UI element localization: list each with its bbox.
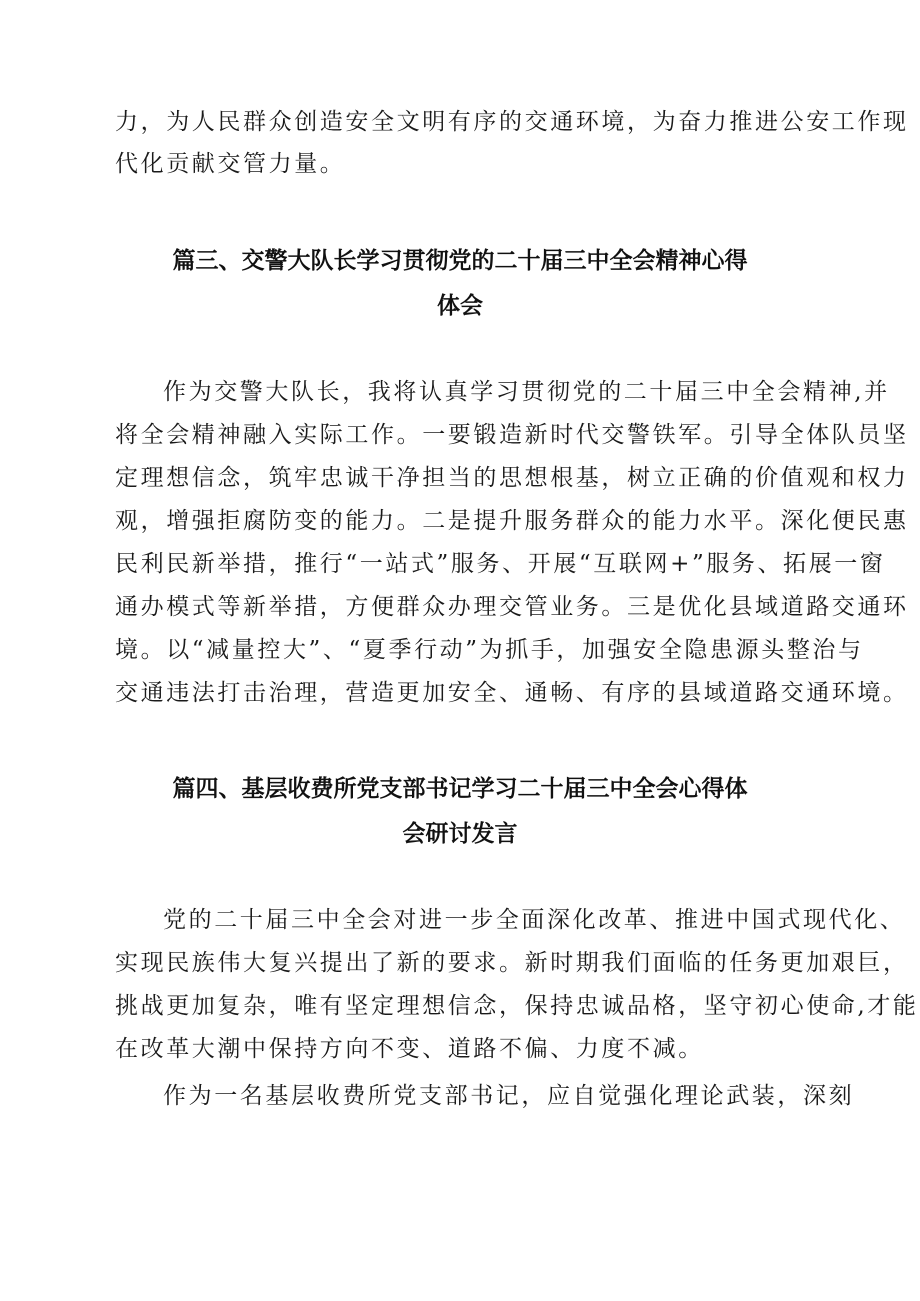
section3-paragraph-line: 民利民新举措，推行“一站式”服务、开展“互联网+”服务、拓展一窗 [115, 551, 886, 577]
section3-paragraph-line: 作为交警大队长，我将认真学习贯彻党的二十届三中全会精神,并 [163, 379, 890, 405]
section4-paragraph1-line: 挑战更加复杂，唯有坚定理想信念，保持忠诚品格，坚守初心使命,才能 [115, 993, 919, 1019]
section4-paragraph2-line: 作为一名基层收费所党支部书记，应自觉强化理论武装，深刻 [163, 1083, 855, 1109]
section3-title-line-2: 体会 [437, 293, 483, 319]
section3-paragraph-line: 将全会精神融入实际工作。一要锻造新时代交警铁军。引导全体队员坚 [115, 422, 909, 448]
section3-paragraph-line: 观，增强拒腐防变的能力。二是提升服务群众的能力水平。深化便民惠 [115, 508, 909, 534]
continuation-line-1: 力，为人民群众创造安全文明有序的交通环境，为奋力推进公安工作现 [115, 109, 909, 135]
section3-paragraph-line: 交通违法打击治理，营造更加安全、通畅、有序的县域道路交通环境。 [115, 680, 909, 706]
section3-title-line-1: 篇三、交警大队长学习贯彻党的二十届三中全会精神心得 [172, 248, 748, 274]
section3-paragraph-line: 通办模式等新举措，方便群众办理交管业务。三是优化县域道路交通环 [115, 594, 909, 620]
section4-paragraph1-line: 在改革大潮中保持方向不变、道路不偏、力度不减。 [115, 1036, 704, 1062]
section3-paragraph-line: 境。以“减量控大”、“夏季行动”为抓手，加强安全隐患源头整治与 [115, 637, 864, 663]
continuation-line-2: 代化贡献交管力量。 [115, 151, 346, 177]
section3-paragraph-line: 定理想信念，筑牢忠诚干净担当的思想根基，树立正确的价值观和权力 [115, 465, 909, 491]
section4-paragraph1-line: 党的二十届三中全会对进一步全面深化改革、推进中国式现代化、 [163, 907, 906, 933]
section4-title-line-1: 篇四、基层收费所党支部书记学习二十届三中全会心得体 [172, 776, 748, 802]
section4-title-line-2: 会研讨发言 [402, 821, 518, 847]
section4-paragraph1-line: 实现民族伟大复兴提出了新的要求。新时期我们面临的任务更加艰巨， [115, 950, 909, 976]
